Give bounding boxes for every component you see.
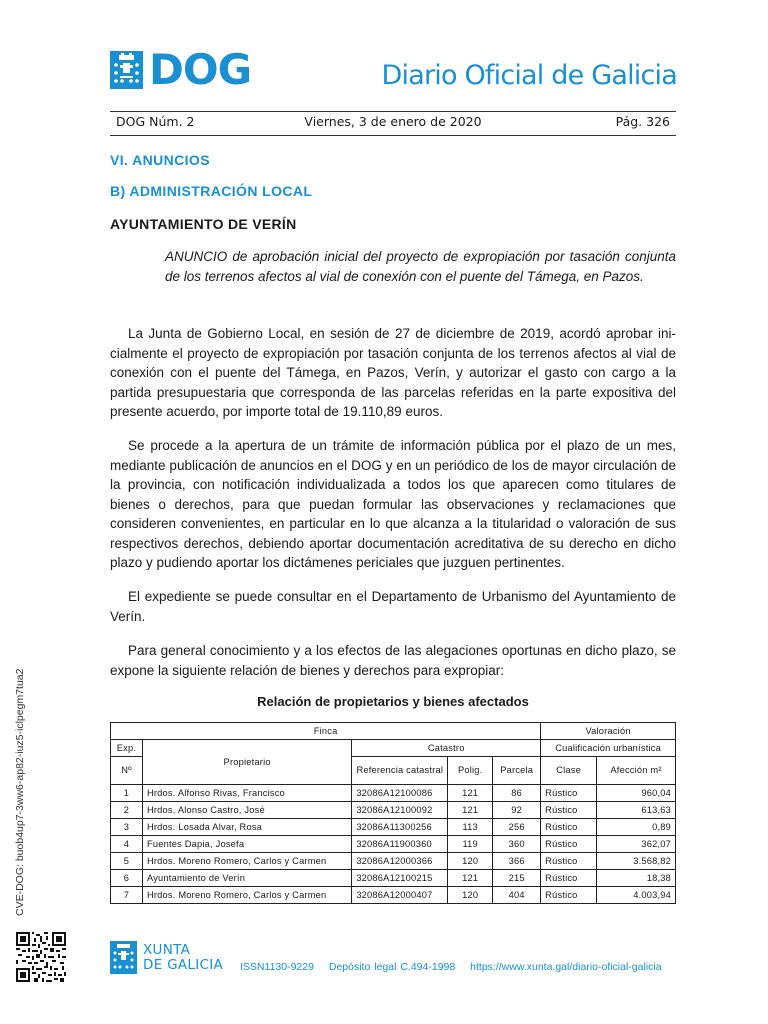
issue-date: Viernes, 3 de enero de 2020 <box>304 114 482 129</box>
cell-ref: 32086A12100092 <box>352 802 448 819</box>
paragraph: Se procede a la apertura de un trámite de información pública por el plazo de un mes, mediante publicación de anuncios en el DOG y en un periódico de los de mayor circulación de la provincia, con notificación individualizada a todos los que aparecen como titulares de bienes o derechos, para que puedan formular las observaciones y reclamaciones que consideren convenientes, en particular en lo que alcanza a la titularidad o valoración de sus respectivos derechos, debiendo aportar documentación acreditativa de su derecho en dicho plazo y pudiendo aportar los dictámenes periciales que juzguen pertinentes. <box>110 438 676 570</box>
cell-polig: 120 <box>448 853 493 870</box>
cell-clase: Rústico <box>541 887 597 904</box>
organization-heading: AYUNTAMIENTO DE VERÍN <box>110 216 297 232</box>
cell-clase: Rústico <box>541 785 597 802</box>
table-row <box>111 887 676 904</box>
section-heading: VI. ANUNCIOS <box>110 152 210 168</box>
cell-no: 7 <box>111 887 143 904</box>
cell-polig: 121 <box>448 870 493 887</box>
xunta-text <box>143 943 223 973</box>
announcement-summary: ANUNCIO de aprobación inicial del proyecto de expropiación por tasación conjunta de los terrenos afectos al vial de conexión con el puente del Támega, en Pazos. <box>165 249 676 284</box>
table-row <box>111 853 676 870</box>
header-propietario: Propietario <box>142 740 351 785</box>
issn: ISSN1130-9229 <box>240 961 314 973</box>
cell-owner: Hrdos. Losada Alvar, Rosa <box>142 819 351 836</box>
journal-title: Diario Oficial de Galicia <box>381 60 677 91</box>
header-parcela: Parcela <box>493 757 541 785</box>
cell-owner: Ayuntamiento de Verín <box>142 870 351 887</box>
cell-afeccion: 362,07 <box>597 836 676 853</box>
header-polig: Polig. <box>448 757 493 785</box>
issue-number: DOG Núm. 2 <box>116 114 195 129</box>
cell-polig: 113 <box>448 819 493 836</box>
page-number: Pág. 326 <box>615 114 670 129</box>
cell-parcela: 366 <box>493 853 541 870</box>
meta-top-rule <box>110 111 676 112</box>
cell-parcela: 404 <box>493 887 541 904</box>
cell-afeccion: 4.003,94 <box>597 887 676 904</box>
cell-afeccion: 3.568,82 <box>597 853 676 870</box>
cell-no: 4 <box>111 836 143 853</box>
cell-no: 6 <box>111 870 143 887</box>
dog-logo-text: DOG <box>149 45 252 94</box>
xunta-crest-icon <box>110 941 137 974</box>
cell-polig: 121 <box>448 785 493 802</box>
table-row <box>111 819 676 836</box>
cell-ref: 32086A11300256 <box>352 819 448 836</box>
cell-clase: Rústico <box>541 836 597 853</box>
group-header-valoracion: Valoración <box>541 723 676 740</box>
xunta-line2: DE GALICIA <box>143 956 224 973</box>
cell-owner: Hrdos. Alfonso Rivas, Francisco <box>142 785 351 802</box>
cell-ref: 32086A12100215 <box>352 870 448 887</box>
xunta-line1: XUNTA <box>143 941 191 958</box>
cell-clase: Rústico <box>541 802 597 819</box>
cell-no: 3 <box>111 819 143 836</box>
cell-no: 5 <box>111 853 143 870</box>
cell-ref: 32086A12100086 <box>352 785 448 802</box>
cell-owner: Fuentes Dapia, Josefa <box>142 836 351 853</box>
cell-ref: 32086A11900360 <box>352 836 448 853</box>
cell-owner: Hrdos. Moreno Romero, Carlos y Carmen <box>142 853 351 870</box>
cell-no: 2 <box>111 802 143 819</box>
cell-afeccion: 18,38 <box>597 870 676 887</box>
cell-parcela: 86 <box>493 785 541 802</box>
cell-parcela: 360 <box>493 836 541 853</box>
cell-owner: Hrdos. Alonso Castro, José <box>142 802 351 819</box>
paragraph: Para general conocimiento y a los efectos de las alegaciones oportunas en dicho plazo, se expone la siguiente relación de bienes y derechos para expropiar: <box>110 643 676 678</box>
dog-logo <box>110 45 252 94</box>
group-header-finca: Finca <box>111 723 541 740</box>
cell-parcela: 92 <box>493 802 541 819</box>
cell-no: 1 <box>111 785 143 802</box>
header-exp: Exp. <box>111 740 143 757</box>
cell-afeccion: 0,89 <box>597 819 676 836</box>
header-referencia: Referencia catastral <box>352 757 448 785</box>
table-row <box>111 785 676 802</box>
header-cualificacion: Cualificación urbanística <box>541 740 676 757</box>
verification-code: CVE-DOG: buob4up7-3ww6-ap82-iuz5-iclpegm7tua2 <box>14 668 26 916</box>
paragraph: El expediente se puede consultar en el Departamento de Urbanismo del Ayuntamiento de Verín. <box>110 589 676 624</box>
cell-polig: 121 <box>448 802 493 819</box>
owners-table <box>110 722 676 904</box>
xunta-logo <box>110 941 223 974</box>
header-no: Nº <box>111 757 143 785</box>
cell-polig: 120 <box>448 887 493 904</box>
qr-code-icon <box>16 932 66 982</box>
cell-clase: Rústico <box>541 853 597 870</box>
cell-afeccion: 960,04 <box>597 785 676 802</box>
header-clase: Clase <box>541 757 597 785</box>
table-row <box>111 802 676 819</box>
cell-clase: Rústico <box>541 870 597 887</box>
deposito-legal: Depósito legal C.494-1998 <box>328 961 456 973</box>
cell-parcela: 215 <box>493 870 541 887</box>
issue-meta <box>110 114 676 132</box>
cell-polig: 119 <box>448 836 493 853</box>
cell-clase: Rústico <box>541 819 597 836</box>
cell-owner: Hrdos. Moreno Romero, Carlos y Carmen <box>142 887 351 904</box>
cell-afeccion: 613,63 <box>597 802 676 819</box>
table-row <box>111 836 676 853</box>
subsection-heading: B) ADMINISTRACIÓN LOCAL <box>110 183 313 199</box>
paragraph: La Junta de Gobierno Local, en sesión de 27 de diciembre de 2019, acordó aprobar inicialmente el proyecto de expropiación por tasación conjunta de los terrenos afectos al vial de conexión con el puente del Támega, en Pazos, Verín, y autorizar el gasto con cargo a la partida presupuestaria que corresponda de las parcelas referidas en la parte expositiva del presente acuerdo, por importe total de 19.110,89 euros. <box>110 326 676 419</box>
cell-ref: 32086A12000407 <box>352 887 448 904</box>
header-catastro: Catastro <box>352 740 541 757</box>
table-title: Relación de propietarios y bienes afectados <box>257 694 529 709</box>
footer-url-link[interactable]: https://www.xunta.gal/diario-oficial-galicia <box>470 961 662 973</box>
footer-info <box>240 961 662 973</box>
cell-ref: 32086A12000366 <box>352 853 448 870</box>
meta-bottom-rule <box>110 135 676 136</box>
table-row <box>111 870 676 887</box>
galicia-crest-icon <box>110 51 143 89</box>
cell-parcela: 256 <box>493 819 541 836</box>
header-afeccion: Afección m² <box>597 757 676 785</box>
